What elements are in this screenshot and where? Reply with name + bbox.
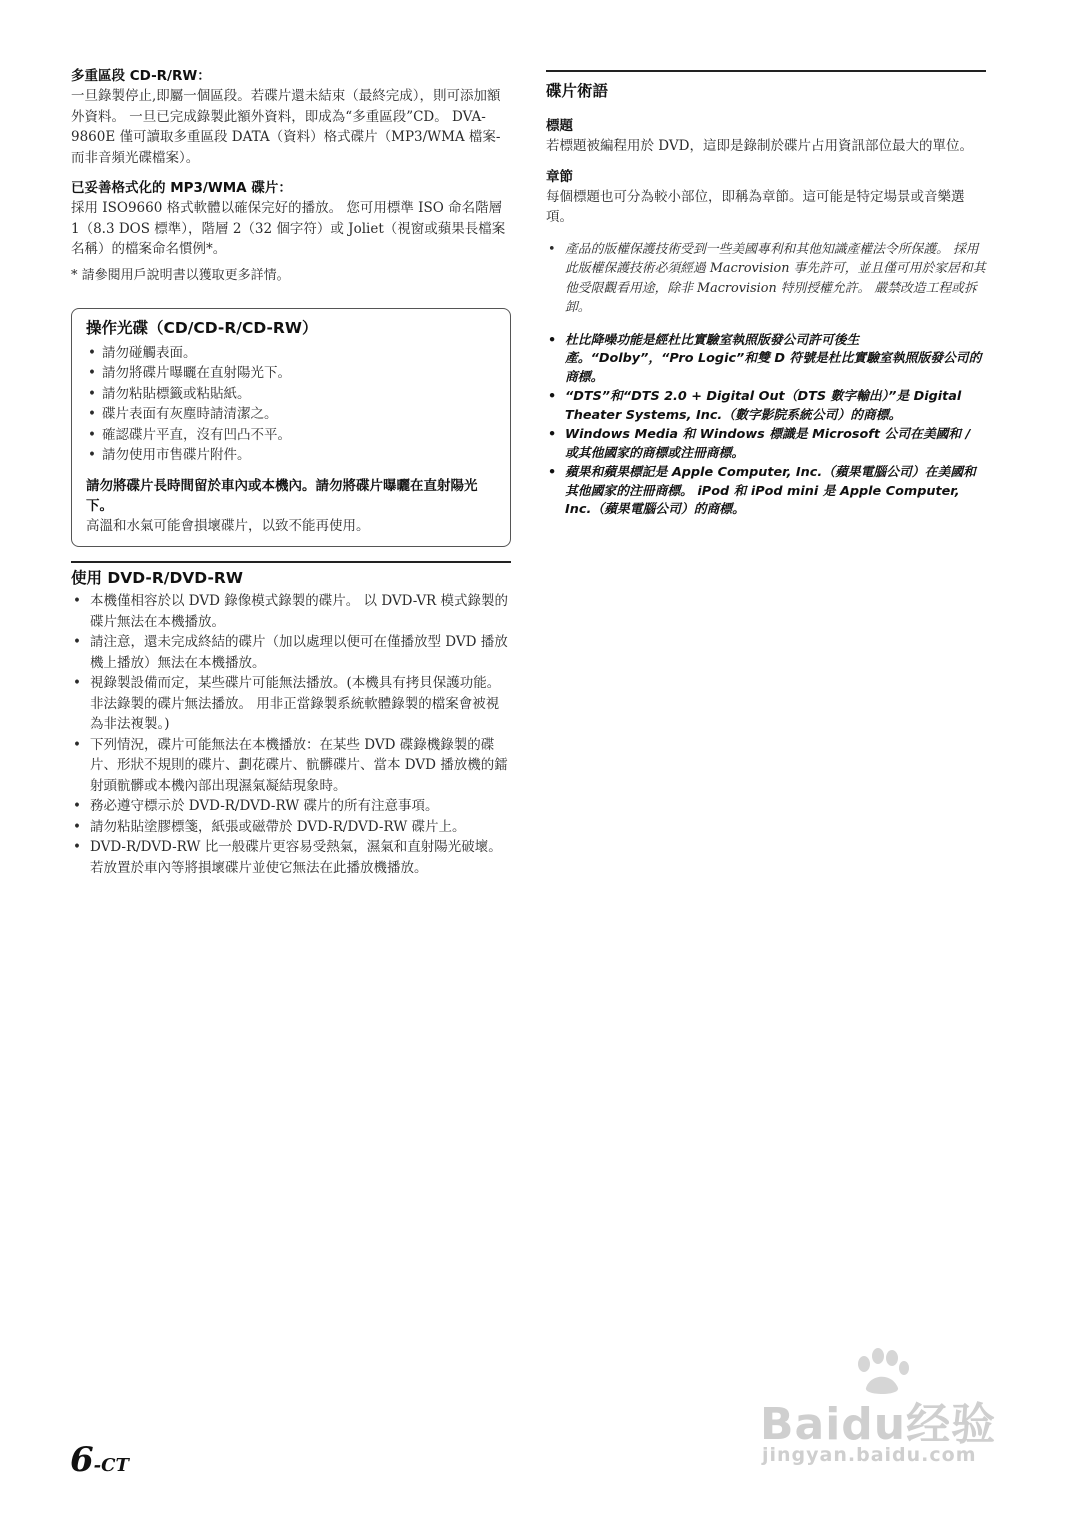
trademark-notes xyxy=(546,332,986,520)
dvd-section xyxy=(71,561,511,878)
chapter-term-section xyxy=(546,167,986,228)
disc-handling-title: 操作光碟（CD/CD-R/CD-RW） xyxy=(86,318,318,337)
list-item: • 請勿使用市售碟片附件。 xyxy=(86,445,496,466)
list-item: • 視錄製設備而定，某些碟片可能無法播放。(本機具有拷貝保護功能。 非法錄製的碟片無法播放。 用非正當錄製系統軟體錄製的檔案會被視為非法複製。) xyxy=(71,673,511,735)
dvd-list xyxy=(71,591,511,878)
page-number xyxy=(70,1440,129,1486)
title-term-body: 若標題被編程用於 DVD，這即是錄制於碟片占用資訊部位最大的單位。 xyxy=(546,138,973,154)
disc-warning: 請勿將碟片長時間留於車內或本機內。請勿將碟片曝曬在直射陽光下。 xyxy=(86,477,478,514)
list-item: • 杜比降噪功能是經杜比實驗室執照版發公司許可後生產。“Dolby”，“Pro Logic”和雙 D 符號是杜比實驗室執照版發公司的商標。 xyxy=(546,332,986,388)
list-item: • 請勿粘貼標籤或粘貼紙。 xyxy=(86,384,496,405)
list-item: • DVD-R/DVD-RW 比一般碟片更容易受熱氣，濕氣和直射陽光破壞。 若放置於車內等將損壞碟片並使它無法在此播放機播放。 xyxy=(71,837,511,878)
list-item: • 下列情況，碟片可能無法在本機播放：在某些 DVD 碟錄機錄製的碟片、形狀不規則的碟片、劃花碟片、骯髒碟片、當本 DVD 播放機的鐳射頭骯髒或本機內部出現濕氣凝結現象時。 xyxy=(71,735,511,797)
list-item: • 蘋果和蘋果標記是 Apple Computer, Inc.（蘋果電腦公司）在美國和其他國家的注冊商標。 iPod 和 iPod mini 是 Apple Computer, Inc.（蘋果電腦公司）的商標。 xyxy=(546,464,986,520)
list-item: • 碟片表面有灰塵時請清潔之。 xyxy=(86,404,496,425)
list-item: • 確認碟片平直，沒有凹凸不平。 xyxy=(86,425,496,446)
multisession-heading: 多重區段 CD-R/RW： xyxy=(71,68,211,84)
page-number-suffix: -CT xyxy=(93,1455,129,1476)
disc-handling-list xyxy=(86,343,496,466)
dvd-title: 使用 DVD-R/DVD-RW xyxy=(71,569,243,587)
list-item: • 請勿將碟片曝曬在直射陽光下。 xyxy=(86,363,496,384)
multisession-body: 一旦錄製停止,即屬一個區段。若碟片還未結束（最終完成），則可添加額外資料。 一旦已完成錄製此額外資料，即成為“多重區段”CD。 DVA-9860E 僅可讀取多重區段 DATA（資料）格式碟片（MP3/WMA 檔案-而非音頻光碟檔案）。 xyxy=(71,88,501,166)
title-term-heading: 標題 xyxy=(546,118,573,134)
page-number-value: 6 xyxy=(70,1440,94,1480)
watermark xyxy=(760,1348,1010,1478)
right-column xyxy=(546,66,986,521)
mp3-note: * 請參閱用戶說明書以獲取更多詳情。 xyxy=(71,267,290,283)
list-item: • “DTS”和“DTS 2.0 + Digital Out（DTS 數字輸出）”是 Digital Theater Systems, Inc.（數字影院系統公司）的商標。 xyxy=(546,388,986,425)
multisession-section xyxy=(71,66,511,168)
mp3-heading: 已妥善格式化的 MP3/WMA 碟片： xyxy=(71,180,292,196)
list-item: • 務必遵守標示於 DVD-R/DVD-RW 碟片的所有注意事項。 xyxy=(71,796,511,817)
mp3-section xyxy=(71,178,511,286)
list-item: • 本機僅相容於以 DVD 錄像模式錄製的碟片。 以 DVD-VR 模式錄製的碟片無法在本機播放。 xyxy=(71,591,511,632)
title-term-section xyxy=(546,116,986,157)
terms-title: 碟片術語 xyxy=(546,70,986,102)
list-item: • 請注意，還未完成終結的碟片（加以處理以便可在僅播放型 DVD 播放機上播放）無法在本機播放。 xyxy=(71,632,511,673)
copyright-notes xyxy=(546,240,986,318)
chapter-term-heading: 章節 xyxy=(546,168,573,185)
disc-warning-body: 高溫和水氣可能會損壞碟片，以致不能再使用。 xyxy=(86,517,370,534)
mp3-body: 採用 ISO9660 格式軟體以確保完好的播放。 您可用標準 ISO 命名階層 1（8.3 DOS 標準），階層 2（32 個字符）或 Joliet（視窗或蘋果長檔案名稱）的檔案命名慣例*。 xyxy=(71,200,506,257)
left-column xyxy=(71,66,511,878)
list-item: • 請勿碰觸表面。 xyxy=(86,343,496,364)
watermark-url: jingyan.baidu.com xyxy=(762,1444,977,1466)
list-item: • Windows Media 和 Windows 標識是 Microsoft 公司在美國和 / 或其他國家的商標或注冊商標。 xyxy=(546,426,986,463)
watermark-brand: Baidu经验 xyxy=(760,1399,997,1450)
list-item: • 請勿粘貼塗膠標箋，紙張或磁帶於 DVD-R/DVD-RW 碟片上。 xyxy=(71,817,511,838)
list-item: • 產品的版權保護技術受到一些美國專利和其他知識產權法令所保護。 採用此版權保護技術必須經過 Macrovision 事先許可，並且僅可用於家居和其他受限觀看用途，除非 Macrovision 特別授權允許。 嚴禁改造工程或拆卸。 xyxy=(546,240,986,318)
disc-handling-box xyxy=(71,308,511,548)
chapter-term-body: 每個標題也可分為較小部位，即稱為章節。這可能是特定場景或音樂選項。 xyxy=(546,188,965,225)
